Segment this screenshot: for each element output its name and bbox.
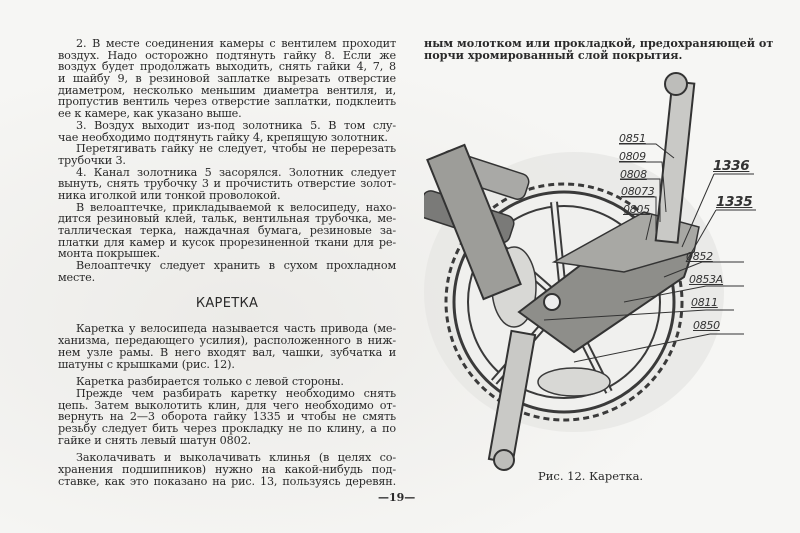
text-line: Заколачивать и выколачивать клинья (в целях со- [76,451,396,465]
text-line: вынуть, снять трубочку 3 и прочистить отверстие золот- [58,177,396,191]
text-line: ханизма, передающего усилия), расположенного в ниж- [58,334,396,348]
text-line: 2. В месте соединения камеры с вентилем проходит [76,37,396,50]
text-line: таллическая терка, наждачная бумага, резиновые за- [58,224,396,237]
text-line: монта покрышек. [58,247,160,261]
text-line: ника иголкой или тонкой проволокой. [58,188,281,202]
text-line: Каретка разбирается только с левой стороны. [76,375,344,389]
text-line: В велоаптечке, прикладываемой к велосипеду, нахо- [76,200,396,214]
part-label: 08073 [621,185,655,198]
text-line: Прежде чем разбирать каретку необходимо снять [76,386,396,400]
part-label: 0852 [686,250,713,263]
left-page-text [58,38,396,487]
text-line: гайке и снять левый шатун 0802. [58,433,251,447]
section-heading: КАРЕТКА [195,296,259,312]
part-label: 0850 [693,319,720,332]
part-label: 0809 [619,150,646,163]
part-label: 0851 [619,132,646,145]
text-line: диаметром, несколько меньшим диаметра вентиля, и, [58,83,396,97]
text-line: нем узле рамы. В него входят вал, чашки, зубчатка и [58,345,396,359]
part-label: 0808 [620,168,647,181]
text-line: месте. [58,270,96,284]
part-label: 0811 [691,296,718,309]
figure-caption: Рис. 12. Каретка. [538,469,644,483]
text-line: 4. Канал золотника 5 засорялся. Золотник следует [76,165,396,179]
text-line: дится резиновый клей, тальк, вентильная трубочка, ме- [58,212,396,226]
text-line: платки для камер и кусок прорезиненной ткани для ре- [58,235,396,249]
text-line: хранения подшипников) нужно на какой-нибудь под- [58,463,396,476]
text-line: шатуны с крышками (рис. 12). [58,357,235,371]
part-label: 0853А [689,273,724,286]
text-line: ставке, как это показано на рис. 13, пользуясь деревян. [58,474,396,488]
text-line: Перетягивать гайку не следует, чтобы не перерезать [76,142,396,156]
text-line: воздух будет продолжать выходить, снять гайки 4, 7, 8 [58,60,396,74]
text-line: пропустив вентиль через отверстие заплатки, подклеить [58,95,396,109]
text-line: и шайбу 9, в резиновой заплатке вырезать отверстие [58,72,396,86]
right-page-text [424,36,774,62]
part-label: 1335 [716,194,753,210]
text-line: воздух. Надо осторожно подтянуть гайку 8. Если же [58,48,396,62]
page-number: —19— [378,491,416,504]
text-line: ным молотком или прокладкой, предохраняющей от [424,36,774,50]
text-line: цепь. Затем выколотить клин, для чего необходимо от- [58,398,396,412]
text-line: чае необходимо подтянуть гайку 4, крепящую золотник. [58,130,388,144]
text-line: 3. Воздух выходит из-под золотника 5. В том слу- [76,118,396,132]
text-line: вернуть на 2—3 оборота гайку 1335 и чтобы не смять [58,410,396,424]
text-line: резьбу следует бить через прокладку не по клину, а по [58,421,396,435]
carriage-illustration [424,62,764,474]
part-label: 1336 [713,158,750,174]
text-line: трубочки 3. [58,153,126,167]
text-line: Велоаптечку следует хранить в сухом прохладном [76,259,396,273]
part-label: 0805 [623,203,650,216]
text-line: Каретка у велосипеда называется часть привода (ме- [76,322,396,336]
text-line: ее к камере, как указано выше. [58,107,242,121]
text-line: порчи хромированный слой покрытия. [424,47,683,62]
